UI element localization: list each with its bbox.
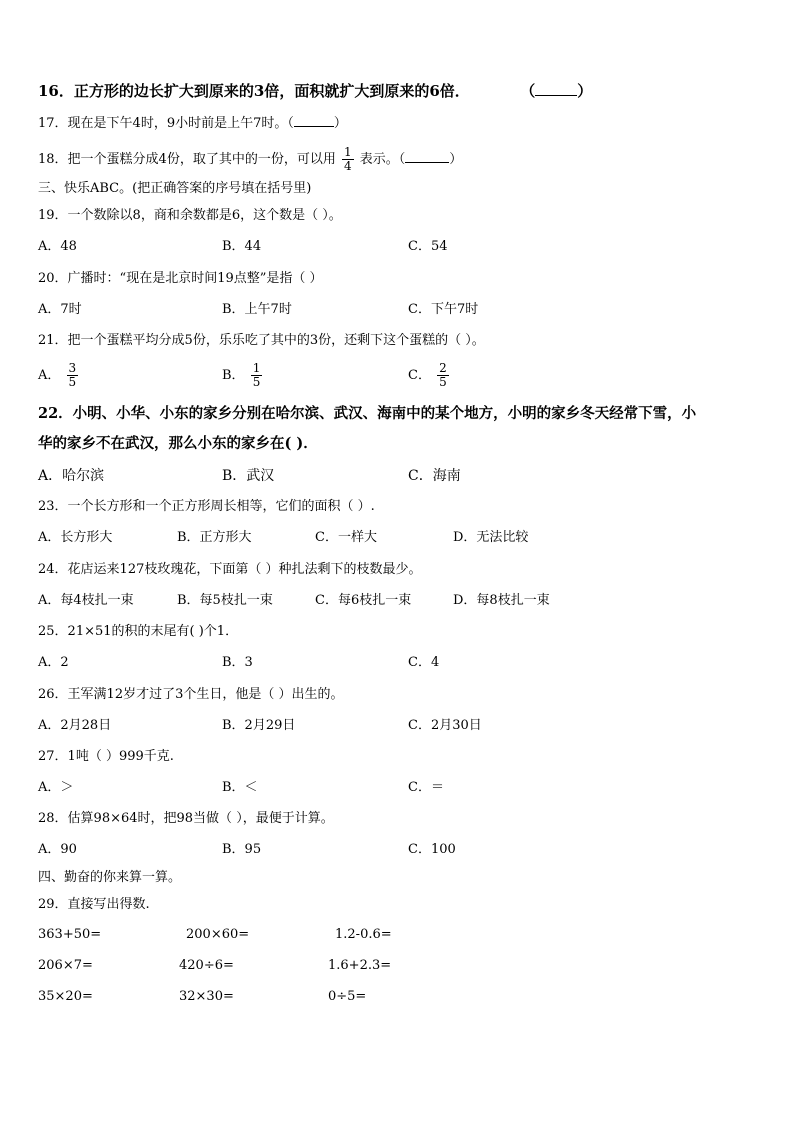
option-d[interactable]: D．每8枝扎一束 [453,593,550,608]
question-25-text: 25．21×51的积的末尾有( )个1． [38,624,239,639]
option-d[interactable]: D．无法比较 [453,530,529,545]
answer-blank-16[interactable] [535,83,577,96]
question-27-text: 27．1吨（ ）999千克. [38,749,174,764]
fraction-denominator: 5 [439,375,447,389]
fraction-one-fifth [251,362,263,389]
question-29-text: 29．直接写出得数. [38,897,150,912]
option-c[interactable] [408,358,451,394]
option-c[interactable]: C．2月30日 [408,718,482,733]
question-19-text: 19．一个数除以8，商和余数都是6，这个数是（ ）。 [38,208,342,223]
answer-blank-17[interactable] [294,114,334,127]
question-18-text-after: 表示。（ [359,152,406,167]
question-20-text: 20．广播时：“现在是北京时间19点整”是指（ ） [38,271,323,286]
calc-item: 363+50= [38,927,102,942]
fraction-one-quarter [342,146,354,173]
option-b[interactable]: B．武汉 [222,468,275,484]
question-17-text: 17．现在是下午4时，9小时前是上午7时。（ [38,116,294,131]
question-21-text: 21．把一个蛋糕平均分成5份，乐乐吃了其中的3份，还剩下这个蛋糕的（ ）。 [38,333,485,348]
fraction-numerator: 1 [252,361,261,375]
fraction-denominator: 5 [252,375,261,389]
option-c[interactable]: C．＝ [408,780,444,795]
option-b[interactable]: B．2月29日 [222,718,296,733]
calc-item: 1.2-0.6= [335,927,392,942]
option-c[interactable]: C．4 [408,655,440,670]
question-16-text: 16．正方形的边长扩大到原来的3倍，面积就扩大到原来的6倍． [38,82,470,100]
option-b[interactable]: B．44 [222,239,262,254]
option-c[interactable]: C．100 [408,842,456,857]
question-16 [38,82,592,100]
option-b[interactable]: B．每5枝扎一束 [177,593,273,608]
question-23-text: 23．一个长方形和一个正方形周长相等，它们的面积（ ）. [38,499,375,514]
paren-close: ） [577,82,593,100]
calc-item: 32×30= [179,989,234,1004]
option-a[interactable]: A．每4枝扎一束 [38,593,134,608]
option-b[interactable]: B．上午7时 [222,302,292,317]
fraction-numerator: 3 [68,361,77,375]
fraction-denominator: 4 [343,159,352,173]
answer-blank-18[interactable] [405,150,449,163]
question-26-text: 26．王军满12岁才过了3个生日，他是（ ）出生的。 [38,687,344,702]
paren-close: ） [449,152,463,167]
section-4-heading: 四、勤奋的你来算一算。 [38,870,182,885]
question-18 [38,143,462,177]
calc-item: 1.6+2.3= [328,958,392,973]
option-c[interactable]: C．54 [408,239,448,254]
fraction-two-fifths [437,362,449,389]
option-label: A． [38,368,61,383]
question-24-text: 24．花店运来127枝玫瑰花，下面第（ ）种扎法剩下的枝数最少。 [38,562,422,577]
fraction-denominator: 5 [68,375,77,389]
option-a[interactable]: A．2月28日 [38,718,112,733]
option-b[interactable]: B．＜ [222,780,258,795]
option-a[interactable]: A．7时 [38,302,82,317]
option-a[interactable]: A．90 [38,842,77,857]
option-a[interactable]: A．2 [38,655,69,670]
calc-item: 35×20= [38,989,93,1004]
question-22-line-1: 22．小明、小华、小东的家乡分别在哈尔滨、武汉、海南中的某个地方，小明的家乡冬天经常下雪，小 [38,405,697,422]
option-c[interactable]: C．一样大 [315,530,377,545]
calc-item: 206×7= [38,958,93,973]
option-a[interactable]: A．＞ [38,780,74,795]
option-c[interactable]: C．海南 [408,468,461,484]
paren-open: （ [520,82,536,100]
question-18-text-before: 18．把一个蛋糕分成4份，取了其中的一份，可以用 [38,152,336,167]
option-a[interactable] [38,358,80,394]
option-b[interactable]: B．正方形大 [177,530,252,545]
option-b[interactable]: B．95 [222,842,262,857]
option-a[interactable]: A．长方形大 [38,530,113,545]
calc-item: 420÷6= [179,958,234,973]
option-a[interactable]: A．哈尔滨 [38,468,105,484]
option-label: C． [408,368,431,383]
fraction-numerator: 2 [439,361,447,375]
option-c[interactable]: C．下午7时 [408,302,479,317]
paren-close: ） [333,116,347,131]
fraction-numerator: 1 [343,145,352,159]
option-b[interactable] [222,358,264,394]
calc-item: 200×60= [186,927,250,942]
section-3-heading: 三、快乐ABC。(把正确答案的序号填在括号里) [38,181,312,196]
question-28-text: 28．估算98×64时，把98当做（ ），最便于计算。 [38,811,334,826]
calc-item: 0÷5= [328,989,367,1004]
question-17 [38,114,347,133]
option-b[interactable]: B．3 [222,655,253,670]
option-c[interactable]: C．每6枝扎一束 [315,593,412,608]
option-a[interactable]: A．48 [38,239,77,254]
option-label: B． [222,368,245,383]
question-22-line-2: 华的家乡不在武汉，那么小东的家乡在( )． [38,435,318,452]
fraction-three-fifths [67,362,79,389]
